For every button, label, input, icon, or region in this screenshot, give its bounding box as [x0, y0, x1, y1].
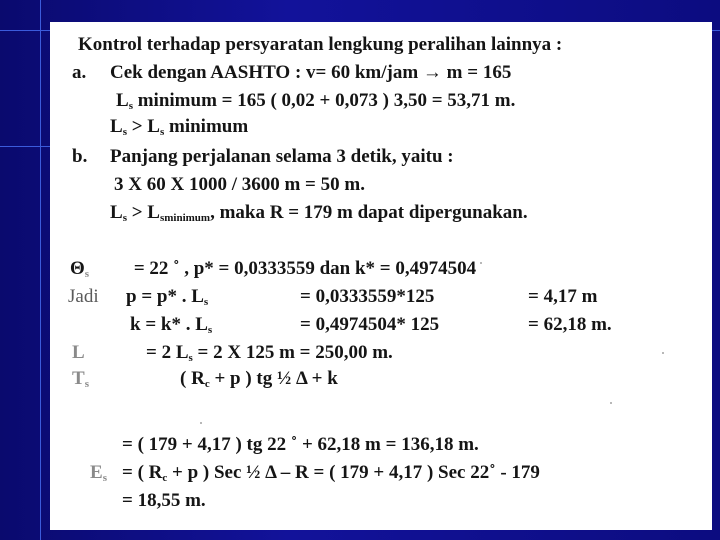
theta-line: $\Theta_s = 22$ ˚ , p* = 0,0333559 dan k* = 0,4974504 [70, 258, 477, 280]
scan-speck [480, 262, 482, 264]
left-accent-line [40, 0, 41, 540]
k-formula: k = k* . $L_s$ [130, 314, 213, 336]
ts-formula: ( $R_c + p$ ) tg ½ Δ + k [180, 368, 338, 390]
p-formula: p = p* . $L_s$ [126, 286, 209, 308]
mid-accent-line [0, 146, 50, 147]
section-b-line-1: Panjang perjalanan selama 3 detik, yaitu : [110, 146, 454, 167]
document-title: Kontrol terhadap persyaratan lengkung peralihan lainnya : [78, 34, 563, 55]
section-a-line-3: $L_s > L_s$ minimum [110, 116, 249, 138]
l-label: L [72, 342, 85, 363]
scanned-document [50, 22, 712, 530]
k-result: = 62,18 m. [528, 314, 612, 335]
section-b-line-2: 3 X 60 X 1000 / 3600 m = 50 m. [114, 174, 365, 195]
section-b-line-3: $L_s > L_{sminimum}$, maka R = 179 m dapat dipergunakan. [110, 202, 528, 224]
p-result: = 4,17 m [528, 286, 598, 307]
section-a-line-2: $L_s$ minimum = 165 ( 0,02 + 0,073 ) 3,50 = 53,71 m. [116, 90, 516, 112]
es-formula: = ( $R_c + p$ ) Sec ½ Δ – R = ( 179 + 4,17 ) Sec 22˚ - 179 [122, 462, 540, 484]
es-result: = 18,55 m. [122, 490, 206, 511]
section-a-line-1: Cek dengan AASHTO : v= 60 km/jam → m = 165 [110, 62, 512, 83]
scan-speck [200, 422, 202, 424]
ts-label: $T_s$ [72, 368, 89, 390]
section-a-label: a. [72, 62, 87, 83]
ts-result: = ( 179 + 4,17 ) tg 22 ˚ + 62,18 m = 136,18 m. [122, 434, 479, 455]
scan-speck [610, 402, 612, 404]
es-label: $E_s$ [90, 462, 107, 484]
l-formula: = 2 $L_s = 2$ X 125 m = 250,00 m. [146, 342, 393, 364]
jadi-label: Jadi [68, 286, 99, 307]
p-computation: = 0,0333559*125 [300, 286, 435, 307]
scan-speck [662, 352, 664, 354]
section-b-label: b. [72, 146, 88, 167]
k-computation: = 0,4974504* 125 [300, 314, 440, 335]
